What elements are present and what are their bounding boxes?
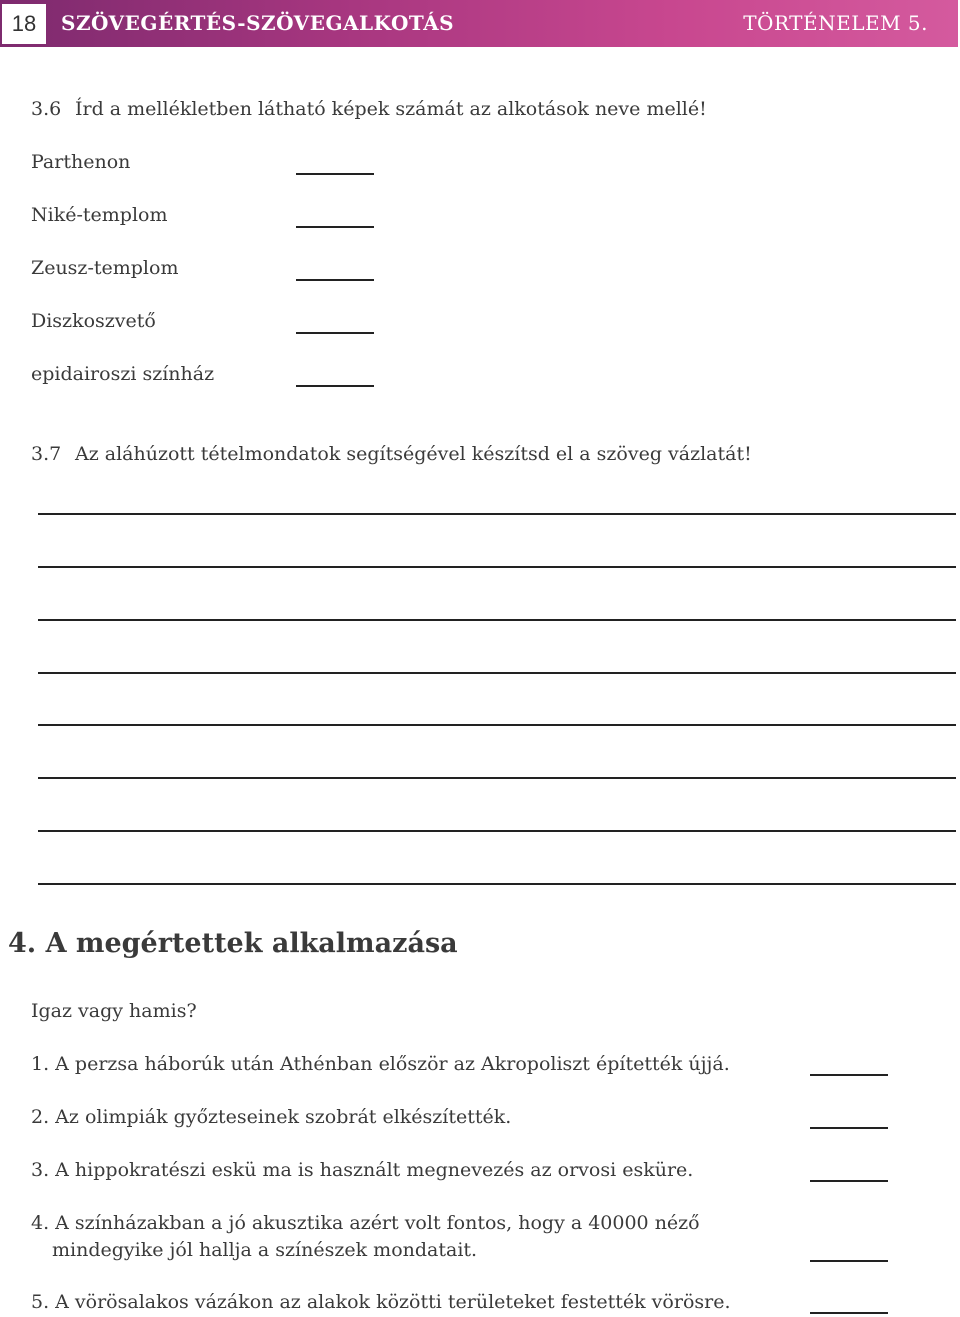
answer-blank[interactable] <box>296 385 374 387</box>
page-number: 18 <box>2 4 46 44</box>
writing-line[interactable] <box>38 619 956 621</box>
statement: 4. A színházakban a jó akusztika azért volt fontos, hogy a 40000 néző <box>31 1212 700 1234</box>
answer-blank[interactable] <box>810 1312 888 1314</box>
writing-line[interactable] <box>38 566 956 568</box>
header-bar <box>0 0 958 47</box>
writing-line[interactable] <box>38 513 956 515</box>
answer-blank[interactable] <box>810 1127 888 1129</box>
section-heading: 4. A megértettek alkalmazása <box>8 928 458 959</box>
writing-line[interactable] <box>38 830 956 832</box>
artwork-item: Diszkoszvető <box>31 310 156 332</box>
artwork-item: Parthenon <box>31 151 131 173</box>
task-3-7-number: 3.7 <box>31 443 62 465</box>
statement-continuation: mindegyike jól hallja a színészek mondatait. <box>52 1239 478 1261</box>
task-3-6-number: 3.6 <box>31 98 62 120</box>
true-false-subheading: Igaz vagy hamis? <box>31 1000 197 1022</box>
writing-line[interactable] <box>38 777 956 779</box>
answer-blank[interactable] <box>296 279 374 281</box>
statement: 5. A vörösalakos vázákon az alakok közötti területeket festették vörösre. <box>31 1291 731 1313</box>
artwork-item: Zeusz-templom <box>31 257 179 279</box>
header-subject-left: SZÖVEGÉRTÉS-SZÖVEGALKOTÁS <box>61 11 455 35</box>
artwork-item: epidairoszi színház <box>31 363 215 385</box>
answer-blank[interactable] <box>810 1074 888 1076</box>
task-3-6-instruction: Írd a mellékletben látható képek számát az alkotások neve mellé! <box>75 98 707 120</box>
header-subject-right: TÖRTÉNELEM 5. <box>743 11 928 35</box>
artwork-item: Niké-templom <box>31 204 168 226</box>
answer-blank[interactable] <box>296 226 374 228</box>
statement: 1. A perzsa háborúk után Athénban először az Akropoliszt építették újjá. <box>31 1053 730 1075</box>
writing-line[interactable] <box>38 672 956 674</box>
statement: 3. A hippokratészi eskü ma is használt megnevezés az orvosi esküre. <box>31 1159 694 1181</box>
statement: 2. Az olimpiák győzteseinek szobrát elkészítették. <box>31 1106 512 1128</box>
task-3-7-instruction: Az aláhúzott tételmondatok segítségével készítsd el a szöveg vázlatát! <box>75 443 752 465</box>
answer-blank[interactable] <box>296 173 374 175</box>
writing-line[interactable] <box>38 724 956 726</box>
answer-blank[interactable] <box>810 1180 888 1182</box>
answer-blank[interactable] <box>296 332 374 334</box>
writing-line[interactable] <box>38 883 956 885</box>
answer-blank[interactable] <box>810 1260 888 1262</box>
